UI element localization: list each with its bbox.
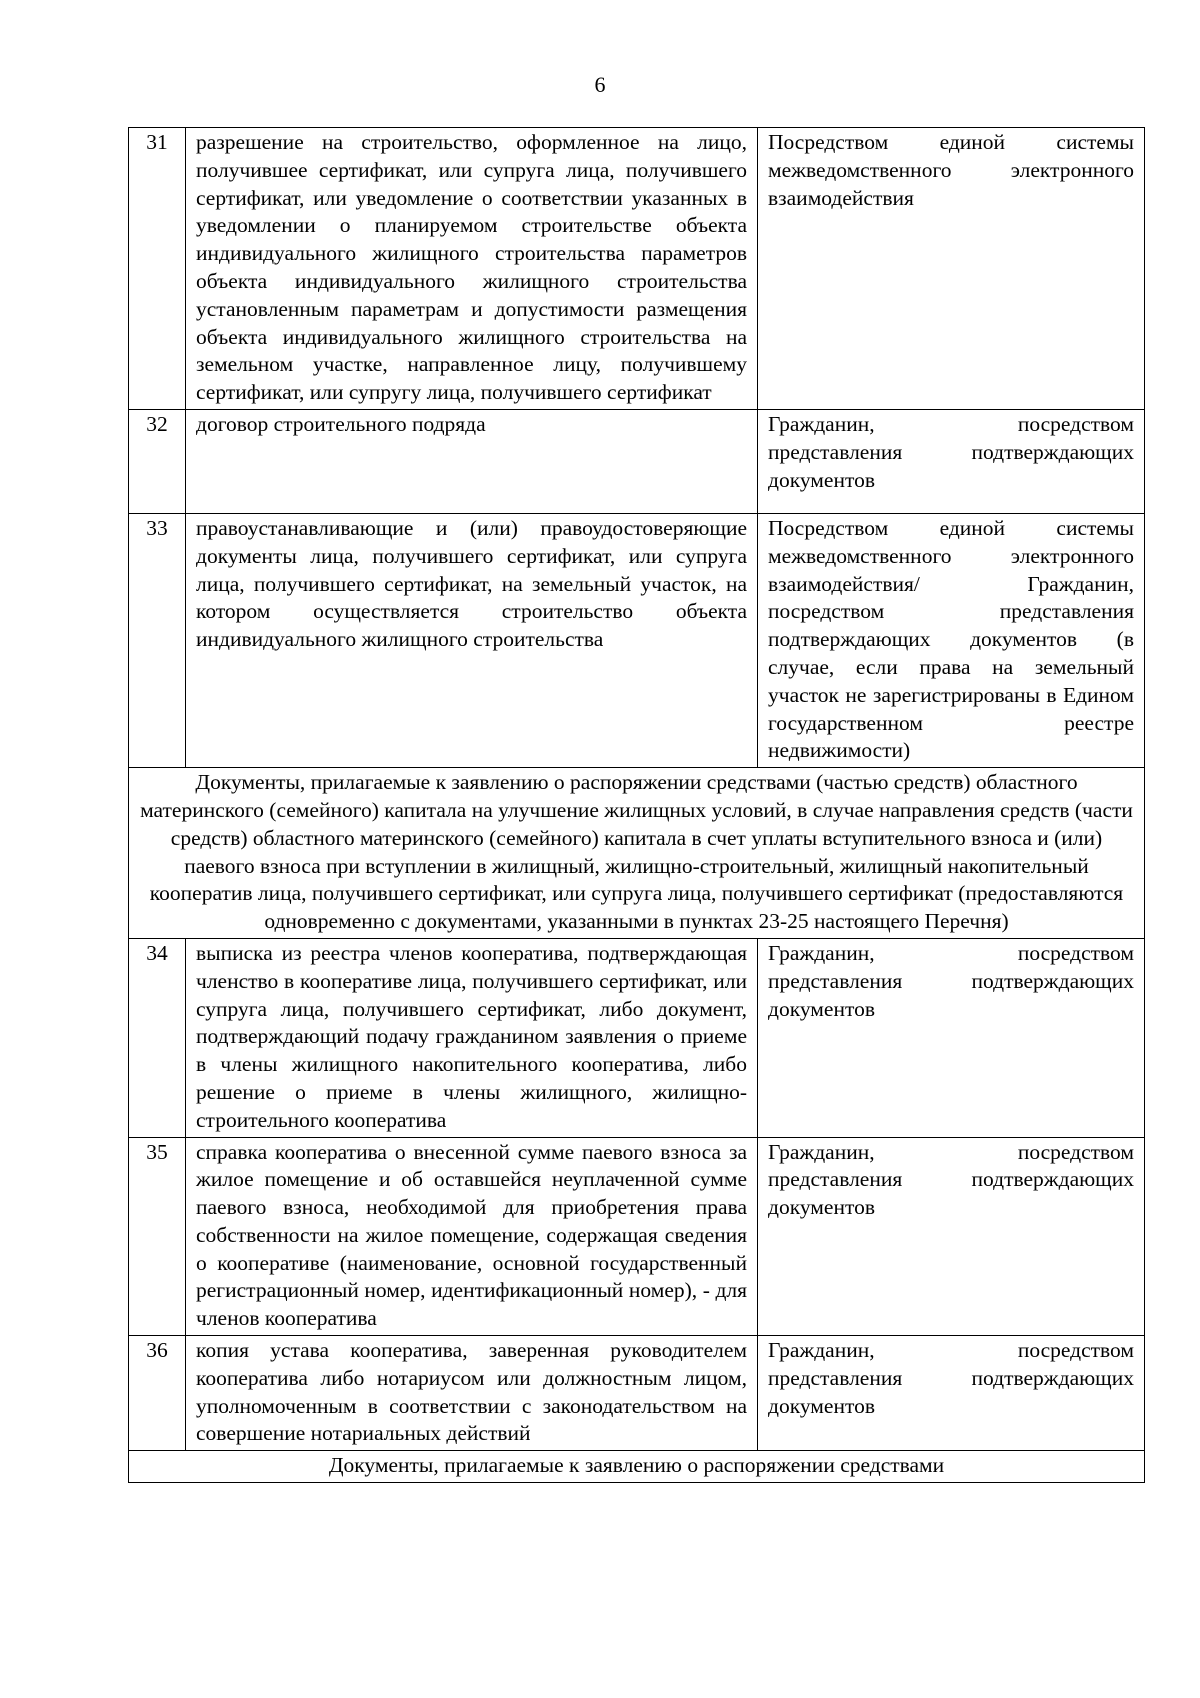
table-row: [129, 513, 1145, 767]
row-number: 32: [129, 409, 186, 513]
document-source: Гражданин, посредством представления подтверждающих документов: [758, 1336, 1145, 1451]
row-number: 36: [129, 1336, 186, 1451]
document-source: Посредством единой системы межведомственного электронного взаимодействия: [758, 128, 1145, 410]
table-row: [129, 128, 1145, 410]
document-source: Посредством единой системы межведомственного электронного взаимодействия/ Гражданин, посредством представления подтверждающих документов (в случае, если права на земельный участок не зарегистрированы в Едином государственном реестре недвижимости): [758, 513, 1145, 767]
section-header: Документы, прилагаемые к заявлению о распоряжении средствами (частью средств) областного материнского (семейного) капитала на улучшение жилищных условий, в случае направления средств (части средств) областного материнского (семейного) капитала в счет уплаты вступительного взноса и (или) паевого взноса при вступлении в жилищный, жилищно-строительный, жилищный накопительный кооператив лица, получившего сертификат, или супруга лица, получившего сертификат (предоставляются одновременно с документами, указанными в пунктах 23-25 настоящего Перечня): [129, 768, 1145, 939]
document-source: Гражданин, посредством представления подтверждающих документов: [758, 938, 1145, 1137]
document-source: Гражданин, посредством представления подтверждающих документов: [758, 1137, 1145, 1336]
documents-table: [128, 127, 1145, 1483]
table-row: [129, 1336, 1145, 1451]
section-header-row: [129, 1451, 1145, 1483]
row-number: 33: [129, 513, 186, 767]
document-name: выписка из реестра членов кооператива, подтверждающая членство в кооперативе лица, получившего сертификат, или супруга лица, получившего сертификат, либо документ, подтверждающий подачу гражданином заявления о приеме в члены жилищного накопительного кооператива, либо решение о приеме в члены жилищного, жилищно-строительного кооператива: [186, 938, 758, 1137]
table-row: [129, 938, 1145, 1137]
section-header: Документы, прилагаемые к заявлению о распоряжении средствами: [129, 1451, 1145, 1483]
document-name: договор строительного подряда: [186, 409, 758, 513]
table-row: [129, 409, 1145, 513]
row-number: 31: [129, 128, 186, 410]
document-name: копия устава кооператива, заверенная руководителем кооператива либо нотариусом или должностным лицом, уполномоченным в соответствии с законодательством на совершение нотариальных действий: [186, 1336, 758, 1451]
page-number: 6: [594, 72, 606, 97]
row-number: 35: [129, 1137, 186, 1336]
document-name: справка кооператива о внесенной сумме паевого взноса за жилое помещение и об оставшейся неуплаченной сумме паевого взноса, необходимой для приобретения права собственности на жилое помещение, содержащая сведения о кооперативе (наименование, основной государственный регистрационный номер, идентификационный номер), - для членов кооператива: [186, 1137, 758, 1336]
document-source: Гражданин, посредством представления подтверждающих документов: [758, 409, 1145, 513]
document-name: правоустанавливающие и (или) правоудостоверяющие документы лица, получившего сертификат, или супруга лица, получившего сертификат, на земельный участок, на котором осуществляется строительство объекта индивидуального жилищного строительства: [186, 513, 758, 767]
row-number: 34: [129, 938, 186, 1137]
section-header-row: [129, 768, 1145, 939]
table-row: [129, 1137, 1145, 1336]
document-name: разрешение на строительство, оформленное на лицо, получившее сертификат, или супруга лица, получившего сертификат, или уведомление о соответствии указанных в уведомлении о планируемом строительстве объекта индивидуального жилищного строительства параметров объекта индивидуального жилищного строительства установленным параметрам и допустимости размещения объекта индивидуального жилищного строительства на земельном участке, направленное лицу, получившему сертификат, или супругу лица, получившего сертификат: [186, 128, 758, 410]
